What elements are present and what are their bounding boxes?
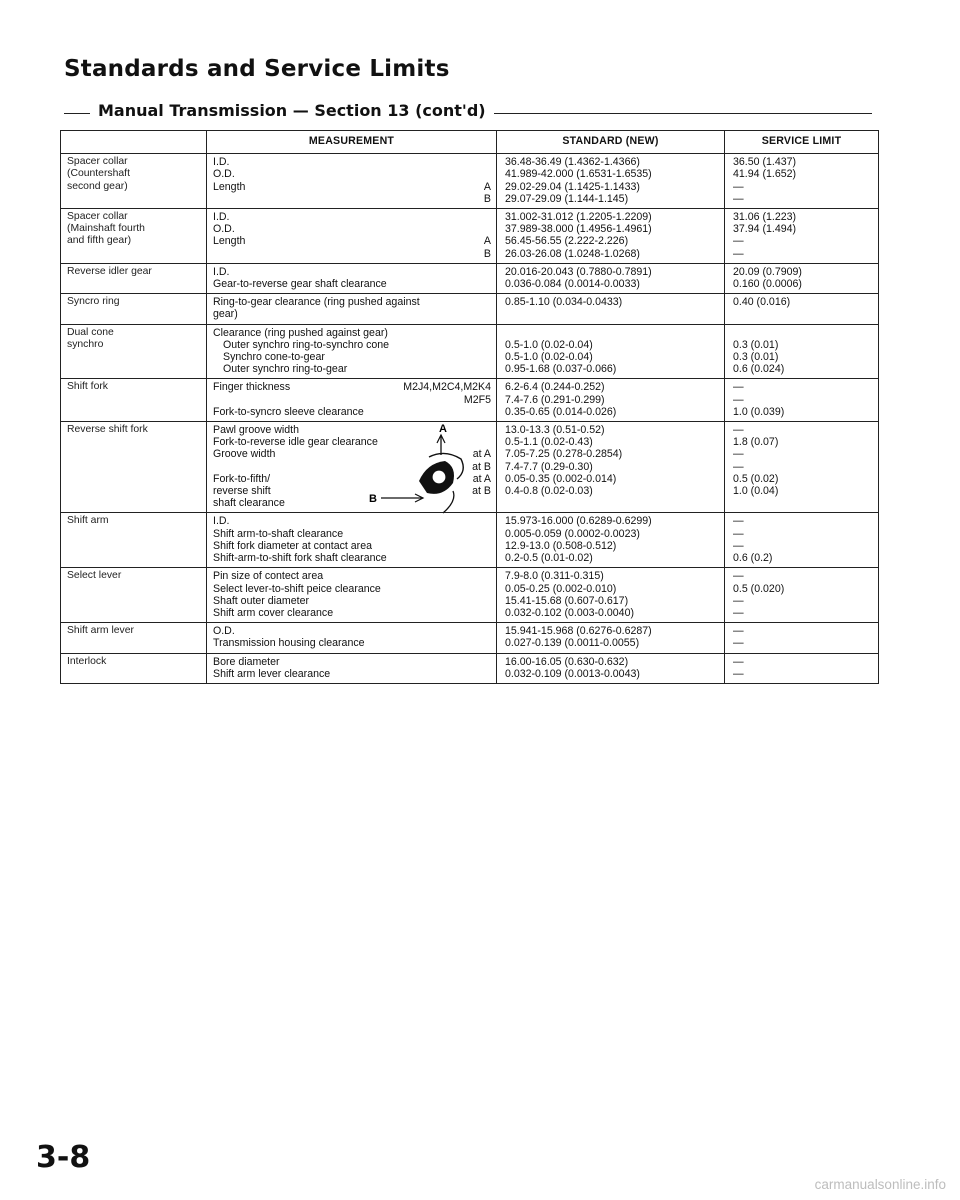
standard-value: 0.032-0.102 (0.003-0.0040) xyxy=(505,606,634,619)
measurement-text: Finger thickness xyxy=(213,381,291,394)
measurement-text: shaft clearance xyxy=(213,497,285,510)
measurement-suffix xyxy=(401,223,491,235)
service-limit-value: — xyxy=(733,381,744,394)
measurement-line xyxy=(213,394,491,406)
measurement-text: Shift fork diameter at contact area xyxy=(213,539,372,552)
standard-value: 0.027-0.139 (0.0011-0.0055) xyxy=(505,637,640,650)
service-limit-value: 36.50 (1.437) xyxy=(733,156,797,169)
measurement-text: reverse shift xyxy=(213,485,271,498)
row-measurement xyxy=(207,154,497,209)
row-measurement xyxy=(207,653,497,683)
measurement-suffix xyxy=(401,570,491,582)
measurement-suffix xyxy=(401,278,491,290)
measurement-suffix xyxy=(401,308,491,320)
measurement-text: Shift-arm-to-shift fork shaft clearance xyxy=(213,552,387,565)
reverse-shift-fork-diagram xyxy=(353,421,493,521)
measurement-text: Transmission housing clearance xyxy=(213,637,365,650)
measurement-text xyxy=(213,394,401,406)
measurement-line xyxy=(213,156,491,168)
row-standard xyxy=(497,379,725,422)
fork-tail xyxy=(443,491,454,513)
measurement-text: Select lever-to-shift peice clearance xyxy=(213,582,381,595)
measurement-line xyxy=(213,552,491,564)
service-limit-value: — xyxy=(733,192,744,205)
item-line: Shift arm lever xyxy=(67,625,134,637)
row-measurement xyxy=(207,623,497,653)
service-limit-value: — xyxy=(733,606,744,619)
measurement-suffix xyxy=(401,156,491,168)
measurement-suffix xyxy=(401,583,491,595)
measurement-text: Pin size of contect area xyxy=(213,570,324,583)
service-limit-value: — xyxy=(733,235,744,248)
service-limit-value: 1.0 (0.04) xyxy=(733,485,779,498)
standard-value: 15.41-15.68 (0.607-0.617) xyxy=(505,594,629,607)
table-row xyxy=(61,422,879,513)
item-line: Shift fork xyxy=(67,381,108,393)
row-measurement xyxy=(207,422,497,513)
measurement-line xyxy=(213,211,491,223)
measurement-line xyxy=(213,381,491,393)
service-limit-value: 0.3 (0.01) xyxy=(733,338,779,351)
service-limit-value: — xyxy=(733,655,744,668)
standard-value: 0.85-1.10 (0.034-0.0433) xyxy=(505,296,623,309)
measurement-line xyxy=(213,193,491,205)
measurement-line xyxy=(213,363,491,375)
measurement-text xyxy=(213,193,401,205)
standard-value: 29.02-29.04 (1.1425-1.1433) xyxy=(505,180,640,193)
item-line: Interlock xyxy=(67,655,107,667)
standard-value: 7.4-7.7 (0.29-0.30) xyxy=(505,460,593,473)
header-item xyxy=(61,131,207,154)
measurement-line xyxy=(213,528,491,540)
measurement-line xyxy=(213,296,491,308)
standard-value: 13.0-13.3 (0.51-0.52) xyxy=(505,424,605,437)
standard-value: 20.016-20.043 (0.7880-0.7891) xyxy=(505,265,652,278)
row-standard xyxy=(497,623,725,653)
page-title: Standards and Service Limits xyxy=(64,56,450,82)
item-line: Spacer collar xyxy=(67,211,128,223)
measurement-suffix: at B xyxy=(472,460,491,473)
measurement-line xyxy=(213,339,491,351)
item-line: second gear) xyxy=(67,180,128,192)
standard-value: 56.45-56.55 (2.222-2.226) xyxy=(505,235,629,248)
standard-value: 41.989-42.000 (1.6531-1.6535) xyxy=(505,168,652,181)
service-limit-value: — xyxy=(733,625,744,638)
item-line: Reverse shift fork xyxy=(67,424,148,436)
row-standard xyxy=(497,209,725,264)
service-limit-value: 0.6 (0.024) xyxy=(733,363,785,376)
measurement-text: Synchro cone-to-gear xyxy=(223,351,325,364)
standard-value: 7.9-8.0 (0.311-0.315) xyxy=(505,570,604,583)
row-standard xyxy=(497,568,725,623)
service-limit-value: 31.06 (1.223) xyxy=(733,211,797,224)
measurement-text: O.D. xyxy=(213,168,235,181)
row-standard xyxy=(497,154,725,209)
measurement-line xyxy=(213,668,491,680)
service-limit-value: — xyxy=(733,637,744,650)
measurement-text: Gear-to-reverse gear shaft clearance xyxy=(213,278,387,291)
watermark: carmanualsonline.info xyxy=(814,1177,946,1192)
row-service-limit xyxy=(725,263,879,293)
spec-table xyxy=(60,130,879,684)
fork-hole-icon xyxy=(432,470,446,484)
measurement-line xyxy=(213,656,491,668)
measurement-suffix xyxy=(401,515,491,527)
table-row xyxy=(61,209,879,264)
measurement-line xyxy=(213,595,491,607)
row-service-limit xyxy=(725,324,879,379)
measurement-suffix xyxy=(401,406,491,418)
measurement-suffix xyxy=(401,656,491,668)
measurement-text: Groove width xyxy=(213,448,276,461)
row-standard xyxy=(497,263,725,293)
row-item-name xyxy=(61,623,207,653)
table-row xyxy=(61,513,879,568)
row-standard xyxy=(497,294,725,324)
row-item-name xyxy=(61,209,207,264)
measurement-suffix xyxy=(401,607,491,619)
table-header-row xyxy=(61,131,879,154)
measurement-text: Outer synchro ring-to-synchro cone xyxy=(223,338,390,351)
measurement-text: Shift arm-to-shaft clearance xyxy=(213,527,344,540)
service-limit-value: 41.94 (1.652) xyxy=(733,168,797,181)
measurement-text: Ring-to-gear clearance (ring pushed against xyxy=(213,296,420,309)
measurement-suffix: A xyxy=(483,235,491,248)
item-line: Select lever xyxy=(67,570,122,582)
standard-value: 0.036-0.084 (0.0014-0.0033) xyxy=(505,278,640,291)
row-item-name xyxy=(61,154,207,209)
measurement-suffix: A xyxy=(483,180,491,193)
measurement-suffix: M2J4,M2C4,M2K4 xyxy=(403,381,491,394)
measurement-suffix xyxy=(401,552,491,564)
diagram-label-b: B xyxy=(369,493,377,506)
item-line: Reverse idler gear xyxy=(67,265,152,277)
service-limit-value: 0.5 (0.02) xyxy=(733,472,779,485)
item-line: Spacer collar xyxy=(67,156,128,168)
service-limit-value: — xyxy=(733,539,744,552)
row-standard xyxy=(497,513,725,568)
row-measurement xyxy=(207,263,497,293)
measurement-text: Outer synchro ring-to-gear xyxy=(223,363,348,376)
measurement-text: gear) xyxy=(213,308,238,321)
service-limit-value: — xyxy=(733,180,744,193)
measurement-suffix: at A xyxy=(472,472,491,485)
standard-value: 0.2-0.5 (0.01-0.02) xyxy=(505,552,593,565)
row-service-limit xyxy=(725,653,879,683)
row-item-name xyxy=(61,513,207,568)
standard-value: 0.5-1.0 (0.02-0.04) xyxy=(505,351,593,364)
measurement-suffix xyxy=(401,595,491,607)
row-item-name xyxy=(61,422,207,513)
measurement-suffix xyxy=(401,351,491,363)
measurement-suffix xyxy=(401,363,491,375)
measurement-suffix: at A xyxy=(472,448,491,461)
service-limit-value: — xyxy=(733,527,744,540)
measurement-text: O.D. xyxy=(213,625,235,638)
table-row xyxy=(61,324,879,379)
measurement-text: Bore diameter xyxy=(213,655,280,668)
measurement-line xyxy=(213,637,491,649)
standard-value: 6.2-6.4 (0.244-0.252) xyxy=(505,381,605,394)
table-row xyxy=(61,294,879,324)
measurement-line xyxy=(213,607,491,619)
row-standard xyxy=(497,324,725,379)
row-service-limit xyxy=(725,379,879,422)
row-measurement xyxy=(207,379,497,422)
item-line: Shift arm xyxy=(67,515,109,527)
row-service-limit xyxy=(725,154,879,209)
row-service-limit xyxy=(725,209,879,264)
standard-value: 15.973-16.000 (0.6289-0.6299) xyxy=(505,515,652,528)
measurement-line xyxy=(213,168,491,180)
measurement-suffix: B xyxy=(483,192,491,205)
measurement-suffix xyxy=(401,625,491,637)
measurement-suffix xyxy=(401,540,491,552)
standard-value: 0.05-0.25 (0.002-0.010) xyxy=(505,582,617,595)
row-service-limit xyxy=(725,568,879,623)
service-limit-value: 1.0 (0.039) xyxy=(733,405,785,418)
measurement-line xyxy=(213,583,491,595)
measurement-line xyxy=(213,223,491,235)
measurement-suffix xyxy=(401,637,491,649)
measurement-line xyxy=(213,308,491,320)
header-service-limit: SERVICE LIMIT xyxy=(725,131,879,154)
row-item-name xyxy=(61,568,207,623)
measurement-text: Length xyxy=(213,180,246,193)
row-service-limit xyxy=(725,294,879,324)
measurement-line xyxy=(213,248,491,260)
service-limit-value: 0.40 (0.016) xyxy=(733,296,791,309)
measurement-text: Fork-to-fifth/ xyxy=(213,472,271,485)
standard-value: 12.9-13.0 (0.508-0.512) xyxy=(505,539,617,552)
service-limit-value: — xyxy=(733,570,744,583)
measurement-suffix xyxy=(401,211,491,223)
header-measurement: MEASUREMENT xyxy=(207,131,497,154)
section-title: Manual Transmission — Section 13 (cont'd) xyxy=(90,101,494,120)
service-limit-value: 1.8 (0.07) xyxy=(733,436,779,449)
item-line: synchro xyxy=(67,338,104,350)
measurement-text: Length xyxy=(213,235,246,248)
row-measurement xyxy=(207,209,497,264)
standard-value: 0.05-0.35 (0.002-0.014) xyxy=(505,472,617,485)
row-measurement xyxy=(207,324,497,379)
standard-value: 37.989-38.000 (1.4956-1.4961) xyxy=(505,223,652,236)
row-service-limit xyxy=(725,422,879,513)
standard-value: 0.005-0.059 (0.0002-0.0023) xyxy=(505,527,640,540)
item-line: (Countershaft xyxy=(67,168,130,180)
measurement-suffix xyxy=(401,668,491,680)
page-number: 3-8 xyxy=(36,1140,91,1175)
measurement-suffix xyxy=(401,168,491,180)
item-line: (Mainshaft fourth xyxy=(67,223,145,235)
measurement-line xyxy=(213,406,491,418)
service-limit-value: — xyxy=(733,448,744,461)
standard-value: 31.002-31.012 (1.2205-1.2209) xyxy=(505,211,652,224)
table-row xyxy=(61,379,879,422)
row-item-name xyxy=(61,653,207,683)
table-row xyxy=(61,263,879,293)
measurement-suffix xyxy=(401,327,491,339)
measurement-line xyxy=(213,625,491,637)
measurement-suffix xyxy=(401,266,491,278)
standard-value: 0.35-0.65 (0.014-0.026) xyxy=(505,405,617,418)
row-measurement xyxy=(207,294,497,324)
measurement-line xyxy=(213,181,491,193)
measurement-line xyxy=(213,515,491,527)
service-limit-value: — xyxy=(733,393,744,406)
standard-value: 36.48-36.49 (1.4362-1.4366) xyxy=(505,156,640,169)
row-item-name xyxy=(61,294,207,324)
row-service-limit xyxy=(725,513,879,568)
standard-value: 15.941-15.968 (0.6276-0.6287) xyxy=(505,625,652,638)
standard-value: 0.5-1.0 (0.02-0.04) xyxy=(505,338,593,351)
measurement-suffix xyxy=(420,296,491,308)
measurement-text: Shift arm lever clearance xyxy=(213,667,331,680)
service-limit-value: — xyxy=(733,594,744,607)
standard-value: 29.07-29.09 (1.144-1.145) xyxy=(505,192,629,205)
measurement-text: Fork-to-reverse idle gear clearance xyxy=(213,436,378,449)
service-limit-value: — xyxy=(733,667,744,680)
row-service-limit xyxy=(725,623,879,653)
measurement-text: I.D. xyxy=(213,156,230,169)
service-limit-value: — xyxy=(733,424,744,437)
table-row xyxy=(61,623,879,653)
service-limit-value: 37.94 (1.494) xyxy=(733,223,797,236)
service-limit-value: 0.160 (0.0006) xyxy=(733,278,802,291)
measurement-text: O.D. xyxy=(213,223,235,236)
measurement-line xyxy=(213,266,491,278)
table-row xyxy=(61,568,879,623)
row-item-name xyxy=(61,324,207,379)
row-item-name xyxy=(61,263,207,293)
measurement-suffix: B xyxy=(483,247,491,260)
table-row xyxy=(61,154,879,209)
service-limit-value: — xyxy=(733,247,744,260)
measurement-text: Shift arm cover clearance xyxy=(213,606,334,619)
measurement-text: Shaft outer diameter xyxy=(213,594,309,607)
standard-value: 0.4-0.8 (0.02-0.03) xyxy=(505,485,593,498)
measurement-text: Fork-to-syncro sleeve clearance xyxy=(213,405,364,418)
measurement-text: I.D. xyxy=(213,515,230,528)
standard-value: 0.95-1.68 (0.037-0.066) xyxy=(505,363,617,376)
measurement-suffix xyxy=(401,339,491,351)
measurement-line xyxy=(213,327,491,339)
measurement-suffix: at B xyxy=(472,485,491,498)
service-limit-value: 0.5 (0.020) xyxy=(733,582,785,595)
service-limit-value: 20.09 (0.7909) xyxy=(733,265,802,278)
measurement-line xyxy=(213,351,491,363)
item-line: Syncro ring xyxy=(67,296,120,308)
measurement-text: Clearance (ring pushed against gear) xyxy=(213,326,388,339)
measurement-line xyxy=(213,540,491,552)
service-limit-value: 0.3 (0.01) xyxy=(733,351,779,364)
row-item-name xyxy=(61,379,207,422)
row-measurement xyxy=(207,568,497,623)
measurement-line xyxy=(213,235,491,247)
measurement-text xyxy=(213,248,401,260)
row-measurement xyxy=(207,513,497,568)
standard-value: 7.05-7.25 (0.278-0.2854) xyxy=(505,448,623,461)
header-standard: STANDARD (NEW) xyxy=(497,131,725,154)
measurement-text: I.D. xyxy=(213,211,230,224)
row-standard xyxy=(497,653,725,683)
standard-value: 16.00-16.05 (0.630-0.632) xyxy=(505,655,629,668)
service-limit-value: — xyxy=(733,460,744,473)
item-line: Dual cone xyxy=(67,326,114,338)
standard-value: 0.032-0.109 (0.0013-0.0043) xyxy=(505,667,640,680)
standard-value: 0.5-1.1 (0.02-0.43) xyxy=(505,436,593,449)
diagram-label-a: A xyxy=(439,423,447,436)
measurement-suffix: M2F5 xyxy=(463,393,491,406)
measurement-text: I.D. xyxy=(213,265,230,278)
item-line: and fifth gear) xyxy=(67,235,132,247)
standard-value: 26.03-26.08 (1.0248-1.0268) xyxy=(505,247,640,260)
measurement-suffix xyxy=(401,528,491,540)
standard-value: 7.4-7.6 (0.291-0.299) xyxy=(505,393,605,406)
row-standard xyxy=(497,422,725,513)
measurement-line xyxy=(213,278,491,290)
measurement-text: Pawl groove width xyxy=(213,424,299,437)
service-limit-value: 0.6 (0.2) xyxy=(733,552,773,565)
measurement-line xyxy=(213,570,491,582)
table-row xyxy=(61,653,879,683)
service-limit-value: — xyxy=(733,515,744,528)
